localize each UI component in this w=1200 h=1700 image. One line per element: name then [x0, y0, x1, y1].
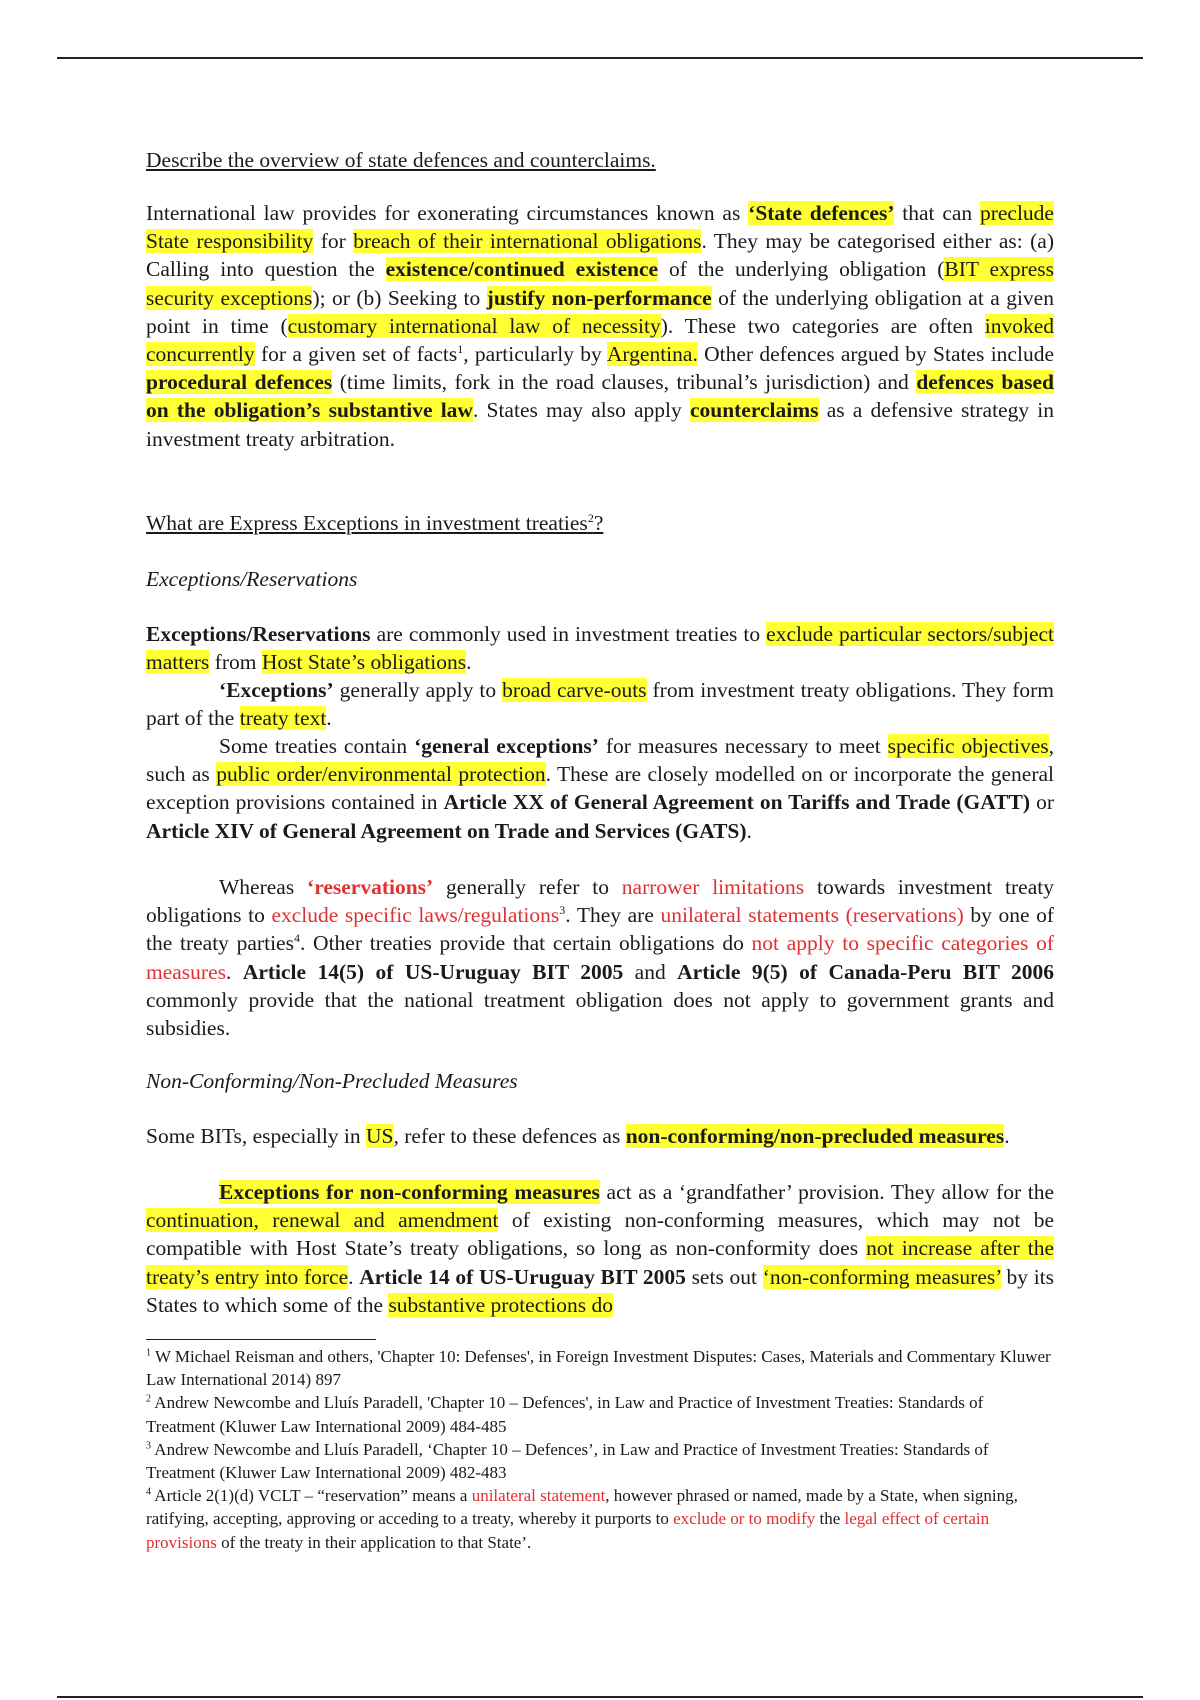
highlight: invoked concurrently	[146, 313, 1055, 367]
highlight: broad carve-outs	[502, 678, 647, 702]
paragraph-state-defences: International law provides for exonerating circumstances known as ‘State defences’ that can preclude State responsibility for breach of their international obligations. They may be categorised either as: (a) Calling into question the existence/continued existence of the underlying obligation (BIT express security exceptions); or (b) Seeking to justify non-performance of the underlying obligation at a given point in time (customary international law of necessity). These two categories are often invoked concurrently for a given set of facts$^1$, particularly by Argentina. Other defences argued by States include procedural defences (time limits, fork in the road clauses, tribunal’s jurisdiction) and defences based on the obligation’s substantive law. States may also apply counterclaims as a defensive strategy in investment treaty arbitration.	[146, 201, 1055, 451]
footnote-separator	[146, 1339, 376, 1340]
highlight: Host State’s obligations	[261, 650, 467, 675]
highlight: existence/continued existence	[385, 257, 659, 282]
footnote-ref-3[interactable]: 3	[559, 903, 566, 918]
subheading-exceptions-reservations: Exceptions/Reservations	[146, 567, 358, 591]
section-heading-express-exceptions: What are Express Exceptions in investment treaties$^2$?	[146, 510, 604, 535]
footer-rule	[57, 1696, 1143, 1698]
footnotes	[146, 1345, 1054, 1554]
paragraph-grandfather: Exceptions for non-conforming measures act as a ‘grandfather’ provision. They allow for the continuation, renewal and amendment of existing non-conforming measures, which may not be compatible with Host State’s treaty obligations, so long as non-conformity does not increase after the treaty’s entry into force. Article 14 of US-Uruguay BIT 2005 sets out ‘non-conforming measures’ by its States to which some of the substantive protections do	[146, 1180, 1055, 1317]
header-rule	[57, 57, 1143, 59]
highlight: preclude State responsibility	[146, 201, 1054, 254]
highlight: specific objectives	[887, 734, 1049, 758]
highlight: breach of their international obligations	[353, 229, 702, 254]
footnote-ref-4[interactable]: 4	[293, 931, 300, 946]
paragraph-non-conforming-intro: Some BITs, especially in US, refer to these defences as non-conforming/non-precluded measures.	[146, 1124, 1010, 1148]
paragraph-reservations: Whereas ‘reservations’ generally refer to narrower limitations towards investment treaty obligations to exclude specific laws/regulations$^3$. They are unilateral statements (reservations) by one of the treaty parties$^4$. Other treaties provide that certain obligations do not apply to specific categories of measures. Article 14(5) of US-Uruguay BIT 2005 and Article 9(5) of Canada-Peru BIT 2006 commonly provide that the national treatment obligation does not apply to government grants and subsidies.	[146, 875, 1055, 1041]
section-heading-overview: Describe the overview of state defences and counterclaims.	[146, 148, 656, 172]
highlight: Argentina.	[606, 342, 698, 367]
footnote-ref-2[interactable]: 2	[587, 510, 594, 525]
highlight: defences based on the obligation’s substantive law	[146, 370, 1054, 423]
highlight: exclude particular sectors/subject matters	[146, 622, 1054, 675]
highlight: justify non-performance	[486, 285, 712, 310]
paragraph-exceptions-reservations: Exceptions/Reservations are commonly used in investment treaties to exclude particular sectors/subject matters from Host State’s obligations.	[146, 622, 1054, 675]
footnote-3: $^3$ Andrew Newcombe and Lluís Paradell, ‘Chapter 10 – Defences’, in Law and Practice of Investment Treaties: Standards of Treatment (Kluwer Law International 2009) 482-483	[146, 1439, 989, 1483]
highlight: counterclaims	[689, 398, 819, 423]
footnote-4: $^4$ Article 2(1)(d) VCLT – “reservation” means a unilateral statement, however phrased or named, made by a State, when signing, ratifying, accepting, approving or acceding to a treaty, whereby it purports to exclude or to modify the legal effect of certain provisions of the treaty in their application to that State’.	[146, 1486, 1018, 1552]
highlight: ‘State defences’	[748, 201, 895, 225]
highlight: procedural defences	[146, 370, 333, 395]
highlight: US	[366, 1124, 394, 1148]
highlight: Exceptions for non-conforming measures	[219, 1180, 600, 1204]
footnote-1: $^1$ W Michael Reisman and others, 'Chapter 10: Defenses', in Foreign Investment Disputes: Cases, Materials and Commentary Kluwer Law International 2014) 897	[146, 1347, 1051, 1390]
subheading-non-conforming: Non-Conforming/Non-Precluded Measures	[146, 1069, 518, 1093]
highlight: treaty text	[239, 706, 327, 731]
highlight: continuation, renewal and amendment	[146, 1208, 499, 1233]
highlight: not increase after the treaty’s entry into force	[146, 1236, 1054, 1289]
highlight: public order/environmental protection	[216, 762, 546, 787]
highlight: substantive protections do	[388, 1292, 613, 1317]
paragraph-exceptions: ‘Exceptions’ generally apply to broad carve-outs from investment treaty obligations. They form part of the treaty text.	[146, 678, 1054, 731]
highlight: ‘non-conforming measures’	[762, 1264, 1001, 1289]
highlight: BIT express security exceptions	[146, 257, 1055, 310]
highlight: customary international law of necessity	[287, 313, 661, 338]
footnote-ref-1[interactable]: 1	[457, 341, 464, 356]
footnote-2: $^2$ Andrew Newcombe and Lluís Paradell, 'Chapter 10 – Defences', in Law and Practice of Investment Treaties: Standards of Treatment (Kluwer Law International 2009) 484-485	[146, 1393, 984, 1436]
highlight: non-conforming/non-precluded measures	[625, 1124, 1005, 1148]
paragraph-general-exceptions: Some treaties contain ‘general exceptions’ for measures necessary to meet specific objectives, such as public order/environmental protection. These are closely modelled on or incorporate the general exception provisions contained in Article XX of General Agreement on Tariffs and Trade (GATT) or Article XIV of General Agreement on Trade and Services (GATS).	[146, 734, 1054, 843]
